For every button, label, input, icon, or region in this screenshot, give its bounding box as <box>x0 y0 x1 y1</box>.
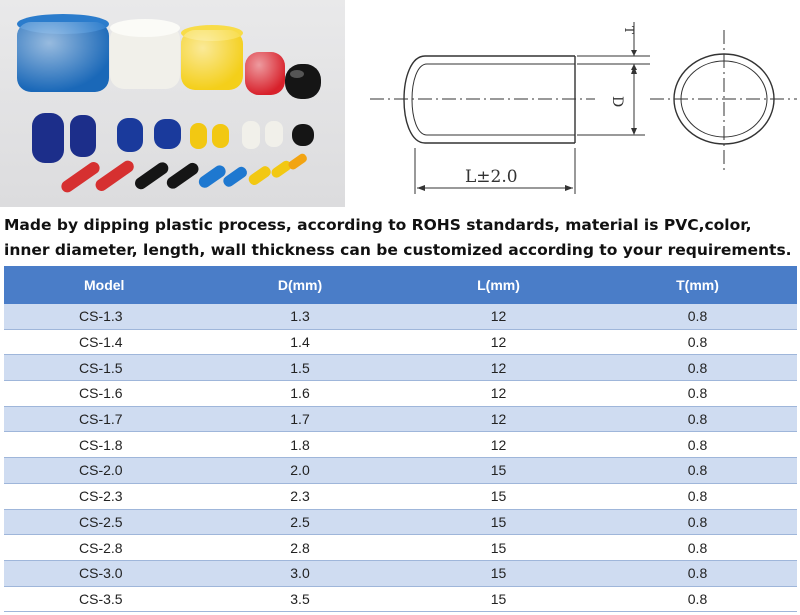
cell-d: 2.0 <box>201 458 399 484</box>
red-medium-cap <box>245 52 285 95</box>
cell-t: 0.8 <box>598 304 797 329</box>
cell-d: 1.7 <box>201 406 399 432</box>
cell-model: CS-3.0 <box>4 560 201 586</box>
cell-l: 15 <box>399 560 598 586</box>
table-row <box>4 509 797 535</box>
spec-table <box>4 266 797 612</box>
d-dimension-label: D <box>609 96 625 108</box>
white-large-cap <box>110 19 180 89</box>
cell-t: 0.8 <box>598 535 797 561</box>
table-row <box>4 381 797 407</box>
cell-t: 0.8 <box>598 509 797 535</box>
header-model: Model <box>4 266 201 304</box>
cell-t: 0.8 <box>598 458 797 484</box>
table-row <box>4 483 797 509</box>
cell-l: 12 <box>399 329 598 355</box>
cell-l: 12 <box>399 432 598 458</box>
cell-model: CS-2.5 <box>4 509 201 535</box>
t-dimension-label: T <box>622 26 636 35</box>
cell-l: 15 <box>399 586 598 612</box>
table-row <box>4 586 797 612</box>
cell-l: 15 <box>399 535 598 561</box>
header-t-mm: T(mm) <box>598 266 797 304</box>
cell-l: 15 <box>399 483 598 509</box>
cell-model: CS-1.5 <box>4 355 201 381</box>
table-header-row <box>4 266 797 304</box>
cell-t: 0.8 <box>598 406 797 432</box>
table-row <box>4 432 797 458</box>
cell-d: 1.5 <box>201 355 399 381</box>
cell-t: 0.8 <box>598 432 797 458</box>
cell-l: 12 <box>399 381 598 407</box>
header-l-mm: L(mm) <box>399 266 598 304</box>
cell-d: 1.8 <box>201 432 399 458</box>
cell-model: CS-1.3 <box>4 304 201 329</box>
cell-t: 0.8 <box>598 329 797 355</box>
cell-t: 0.8 <box>598 560 797 586</box>
cell-l: 15 <box>399 458 598 484</box>
cell-model: CS-2.8 <box>4 535 201 561</box>
table-row <box>4 406 797 432</box>
cell-d: 2.8 <box>201 535 399 561</box>
yellow-large-cap <box>181 25 243 90</box>
cell-l: 12 <box>399 355 598 381</box>
cell-d: 2.5 <box>201 509 399 535</box>
cell-model: CS-1.7 <box>4 406 201 432</box>
cell-l: 12 <box>399 304 598 329</box>
cell-t: 0.8 <box>598 483 797 509</box>
cell-model: CS-2.3 <box>4 483 201 509</box>
header-d-mm: D(mm) <box>201 266 399 304</box>
cell-d: 2.3 <box>201 483 399 509</box>
cell-t: 0.8 <box>598 381 797 407</box>
cell-t: 0.8 <box>598 355 797 381</box>
cell-d: 1.3 <box>201 304 399 329</box>
cell-d: 1.4 <box>201 329 399 355</box>
cell-d: 1.6 <box>201 381 399 407</box>
product-description: Made by dipping plastic process, according to ROHS standards, material is PVC,color, inner diameter, length, wall thickness can be customized according to your requirements. <box>4 216 792 259</box>
cell-model: CS-3.5 <box>4 586 201 612</box>
table-row <box>4 304 797 329</box>
cell-l: 15 <box>399 509 598 535</box>
table-row <box>4 535 797 561</box>
cell-t: 0.8 <box>598 586 797 612</box>
technical-drawing <box>345 0 800 207</box>
table-row <box>4 560 797 586</box>
blue-large-cap <box>17 14 109 92</box>
table-row <box>4 329 797 355</box>
table-row <box>4 355 797 381</box>
table-row <box>4 458 797 484</box>
cell-d: 3.5 <box>201 586 399 612</box>
cell-model: CS-1.4 <box>4 329 201 355</box>
cell-l: 12 <box>399 406 598 432</box>
black-medium-cap <box>285 64 321 99</box>
cell-d: 3.0 <box>201 560 399 586</box>
cell-model: CS-1.8 <box>4 432 201 458</box>
product-photo <box>0 0 345 207</box>
l-dimension-label: L±2.0 <box>465 167 518 187</box>
cell-model: CS-2.0 <box>4 458 201 484</box>
cell-model: CS-1.6 <box>4 381 201 407</box>
